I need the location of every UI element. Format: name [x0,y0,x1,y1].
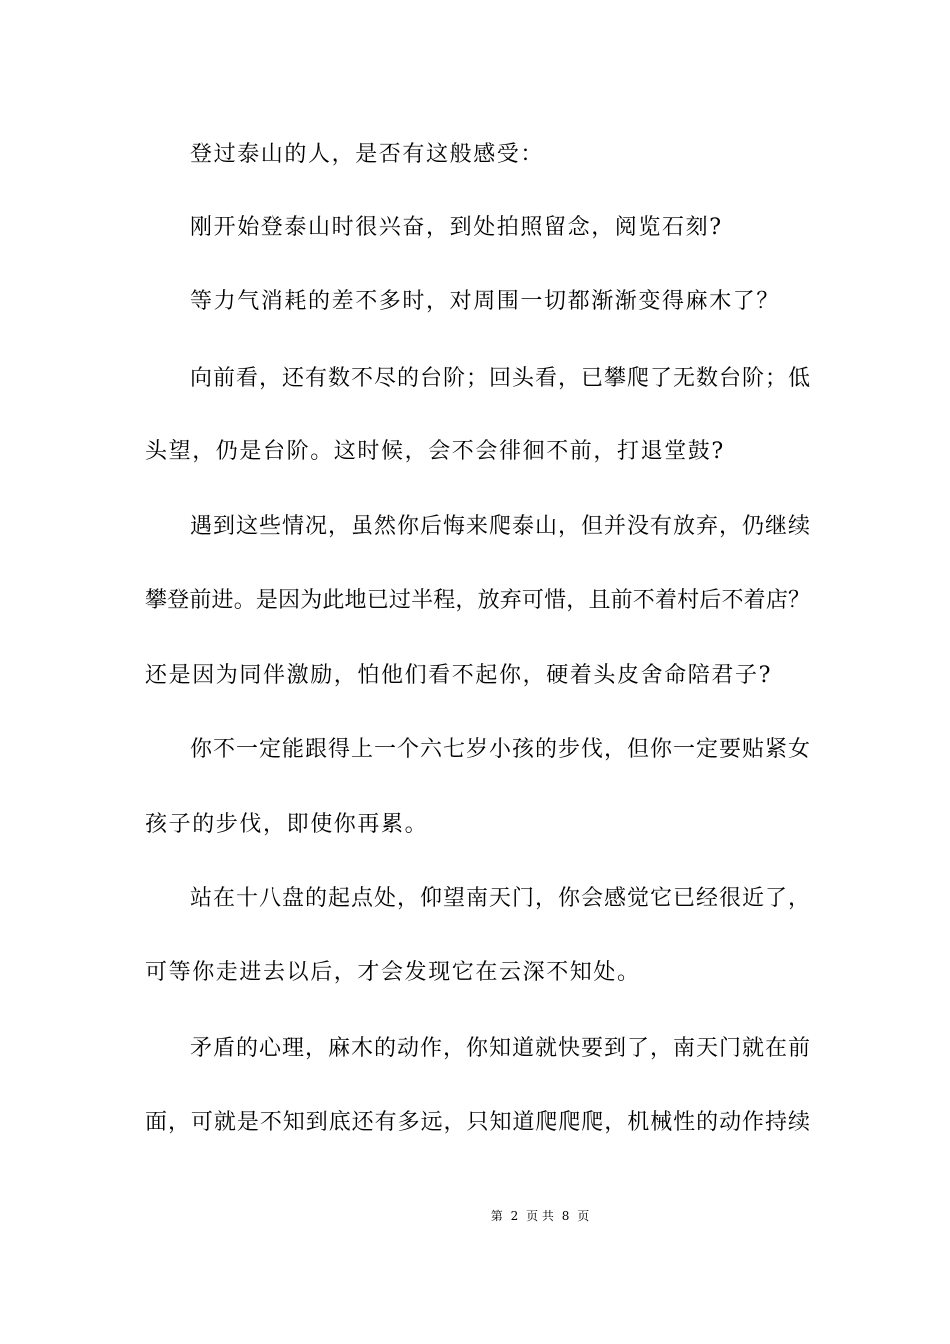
paragraph-line: 矛盾的心理，麻木的动作，你知道就快要到了，南天门就在前 [190,1036,810,1061]
paragraph-line: 登过泰山的人，是否有这般感受： [190,142,545,167]
paragraph-line: 头望，仍是台阶。这时候，会不会徘徊不前，打退堂鼓? [145,439,725,464]
total-page-count: 8 [561,1209,570,1223]
paragraph-line: 向前看，还有数不尽的台阶；回头看，已攀爬了无数台阶；低 [190,366,810,391]
page-footer [0,1208,950,1224]
footer-suffix: 页 [577,1209,590,1223]
paragraph-line: 孩子的步伐，即使你再累。 [145,812,429,837]
paragraph-line: 攀登前进。是因为此地已过半程，放弃可惜，且前不着村后不着店？ [145,588,810,613]
paragraph-line: 遇到这些情况，虽然你后悔来爬泰山，但并没有放弃，仍继续 [190,514,810,539]
paragraph-line: 可等你走进去以后，才会发现它在云深不知处。 [145,960,641,985]
footer-middle: 页 共 [526,1209,554,1223]
paragraph-line: 面，可就是不知到底还有多远，只知道爬爬爬，机械性的动作持续 [145,1110,810,1135]
paragraph-line: 刚开始登泰山时很兴奋，到处拍照留念，阅览石刻? [190,215,723,240]
paragraph-line: 站在十八盘的起点处，仰望南天门，你会感觉它已经很近了， [190,886,810,911]
footer-prefix: 第 [490,1209,503,1223]
current-page-number: 2 [510,1209,519,1223]
paragraph-line: 等力气消耗的差不多时，对周围一切都渐渐变得麻木了？ [190,289,781,314]
paragraph-line: 还是因为同伴激励，怕他们看不起你，硬着头皮舍命陪君子? [145,663,772,688]
paragraph-line: 你不一定能跟得上一个六七岁小孩的步伐，但你一定要贴紧女 [190,737,810,762]
